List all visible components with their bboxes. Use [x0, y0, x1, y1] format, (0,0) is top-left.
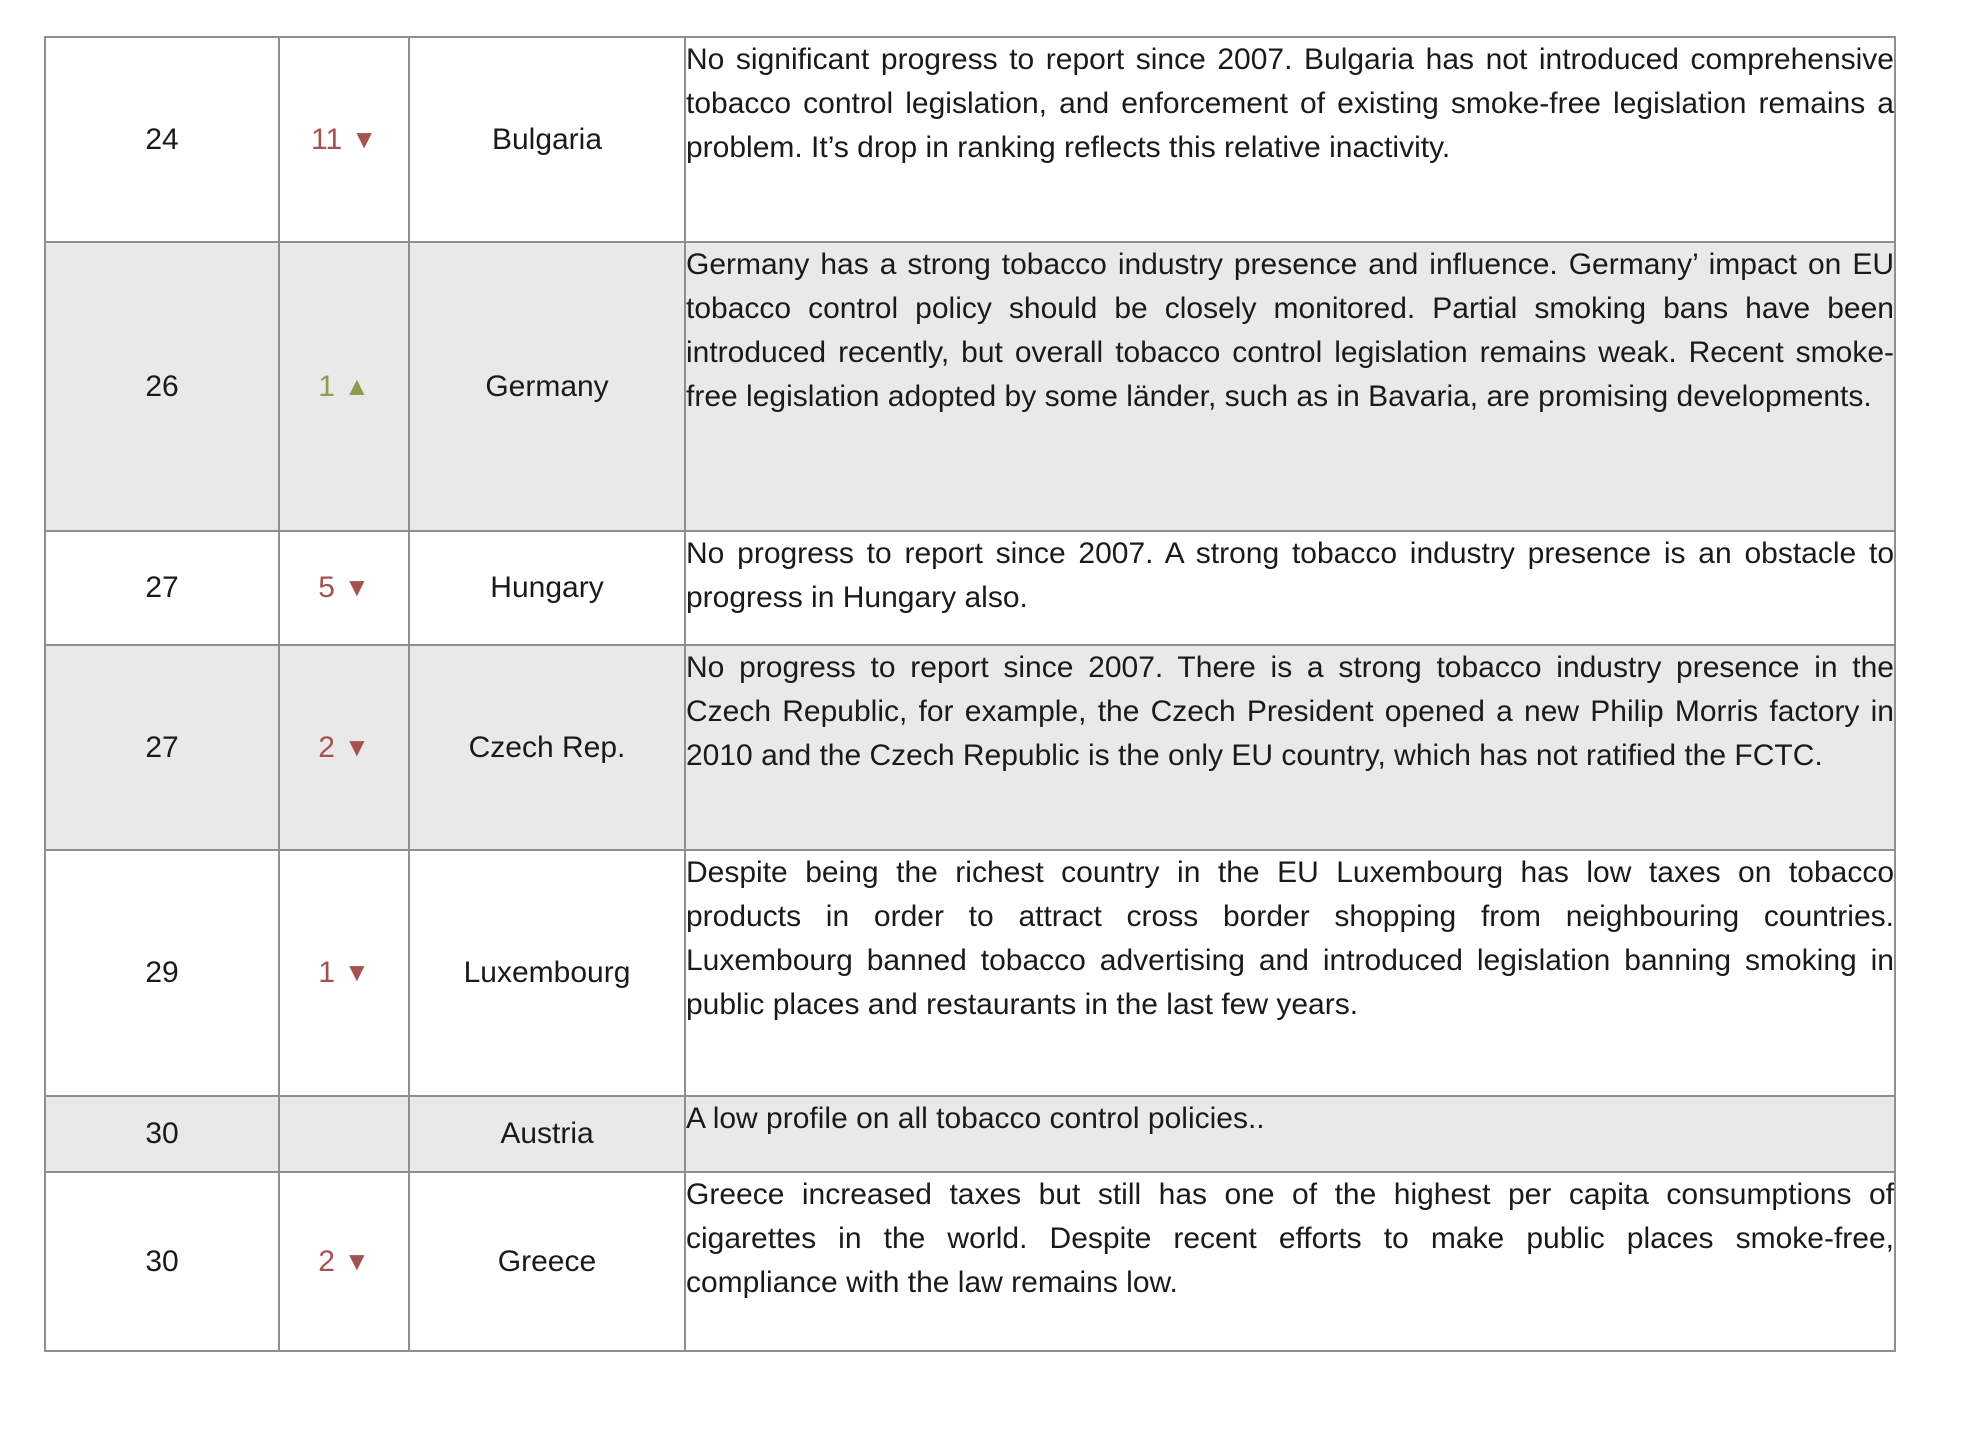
country-name: Luxembourg	[463, 956, 631, 989]
country-name: Austria	[500, 1117, 594, 1150]
change-value: 5	[318, 571, 335, 604]
change-value: 2	[318, 730, 335, 764]
description-cell: Greece increased taxes but still has one of the highest per capita consumptions of cigarettes in the world. Despite recent efforts to make public places smoke-free, compliance with the law remains low.	[685, 1172, 1895, 1351]
change-value: 2	[318, 1244, 335, 1278]
change-cell	[279, 37, 409, 242]
down-arrow-icon: ▼	[343, 957, 370, 987]
rank-value: 24	[145, 122, 179, 156]
rank-cell	[45, 531, 279, 645]
rank-value: 26	[145, 369, 179, 403]
country-cell	[409, 531, 685, 645]
country-cell	[409, 1172, 685, 1351]
rank-value: 29	[145, 956, 179, 989]
rank-cell	[45, 850, 279, 1096]
description-cell: Germany has a strong tobacco industry presence and influence. Germany’ impact on EU tobacco control policy should be closely monitored. Partial smoking bans have been introduced recently, but overall tobacco control legislation remains weak. Recent smoke-free legislation adopted by some länder, such as in Bavaria, are promising developments.	[685, 242, 1895, 531]
country-cell	[409, 37, 685, 242]
table-row	[45, 850, 1895, 1096]
down-arrow-icon: ▼	[351, 123, 377, 154]
country-cell	[409, 645, 685, 850]
description-cell: No significant progress to report since 2007. Bulgaria has not introduced comprehensive tobacco control legislation, and enforcement of existing smoke-free legislation remains a problem. It’s drop in ranking reflects this relative inactivity.	[685, 37, 1895, 242]
rank-value: 30	[145, 1117, 179, 1150]
description-cell: A low profile on all tobacco control policies..	[685, 1096, 1895, 1172]
change-cell	[279, 242, 409, 531]
change-value: 1	[318, 369, 335, 403]
change-cell	[279, 645, 409, 850]
change-cell	[279, 1172, 409, 1351]
down-arrow-icon: ▼	[343, 1245, 370, 1276]
table-row	[45, 37, 1895, 242]
rank-cell	[45, 1172, 279, 1351]
country-cell	[409, 850, 685, 1096]
description-cell: No progress to report since 2007. There is a strong tobacco industry presence in the Czech Republic, for example, the Czech President opened a new Philip Morris factory in 2010 and the Czech Republic is the only EU country, which has not ratified the FCTC.	[685, 645, 1895, 850]
rank-value: 27	[145, 571, 179, 604]
change-value: 11	[311, 122, 343, 156]
country-name: Germany	[485, 369, 609, 403]
table-row	[45, 531, 1895, 645]
down-arrow-icon: ▼	[343, 572, 370, 602]
country-name: Bulgaria	[491, 122, 603, 156]
table-row	[45, 1172, 1895, 1351]
up-arrow-icon: ▲	[343, 370, 370, 401]
down-arrow-icon: ▼	[343, 731, 370, 762]
country-cell	[409, 242, 685, 531]
table-row	[45, 1096, 1895, 1172]
country-name: Hungary	[490, 571, 604, 604]
rank-value: 27	[145, 730, 179, 764]
table-row	[45, 645, 1895, 850]
rank-cell	[45, 1096, 279, 1172]
rank-value: 30	[145, 1244, 179, 1278]
rank-cell	[45, 37, 279, 242]
description-cell: No progress to report since 2007. A strong tobacco industry presence is an obstacle to progress in Hungary also.	[685, 531, 1895, 645]
country-name: Czech Rep.	[468, 730, 626, 764]
rank-cell	[45, 242, 279, 531]
ranking-table	[44, 36, 1896, 1352]
change-cell	[279, 1096, 409, 1172]
change-cell	[279, 531, 409, 645]
country-name: Greece	[497, 1244, 597, 1278]
change-value: 1	[318, 956, 335, 989]
change-cell	[279, 850, 409, 1096]
table-row	[45, 242, 1895, 531]
rank-cell	[45, 645, 279, 850]
description-cell: Despite being the richest country in the EU Luxembourg has low taxes on tobacco products in order to attract cross border shopping from neighbouring countries. Luxembourg banned tobacco advertising and introduced legislation banning smoking in public places and restaurants in the last few years.	[685, 850, 1895, 1096]
country-cell	[409, 1096, 685, 1172]
